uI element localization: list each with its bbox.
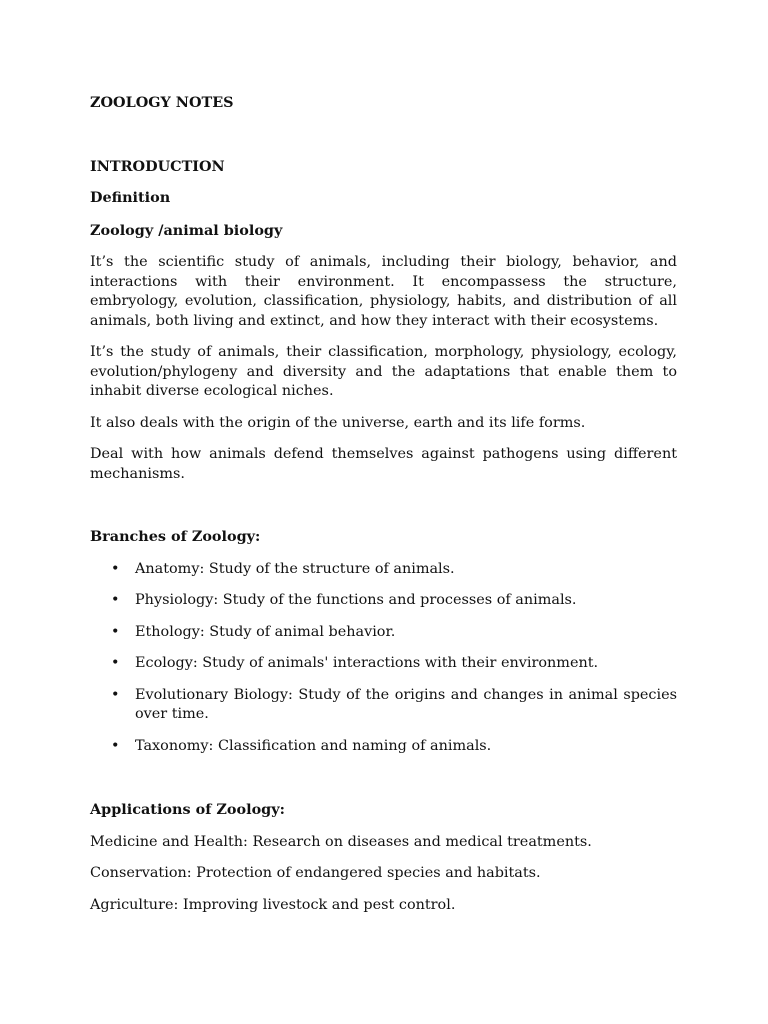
paragraph: It’s the study of animals, their classification, morphology, physiology, ecology, evolution/phylogeny and diversity and the adaptations that enable them to inhabit diverse ecological niches. bbox=[90, 344, 677, 399]
list-item-text: Ethology: Study of animal behavior. bbox=[135, 623, 396, 640]
document-body bbox=[90, 93, 677, 915]
list-item bbox=[90, 737, 677, 757]
bullet-icon: • bbox=[111, 737, 120, 754]
paragraph: Deal with how animals defend themselves against pathogens using different mechanisms. bbox=[90, 446, 677, 482]
list-item bbox=[90, 623, 677, 643]
branches-list bbox=[90, 560, 677, 757]
list-item bbox=[90, 560, 677, 580]
application-item: Agriculture: Improving livestock and pest control. bbox=[90, 896, 456, 913]
list-item-text: Anatomy: Study of the structure of animals. bbox=[135, 560, 455, 577]
list-item-text: Physiology: Study of the functions and processes of animals. bbox=[135, 592, 577, 608]
paragraph: It also deals with the origin of the universe, earth and its life forms. bbox=[90, 414, 586, 431]
list-item-text: Taxonomy: Classification and naming of animals. bbox=[135, 737, 492, 754]
application-item: Medicine and Health: Research on diseases and medical treatments. bbox=[90, 833, 592, 850]
application-item: Conservation: Protection of endangered species and habitats. bbox=[90, 865, 541, 881]
branches-heading: Branches of Zoology: bbox=[90, 528, 261, 545]
list-item bbox=[90, 686, 677, 725]
list-item-text: Ecology: Study of animals' interactions with their environment. bbox=[135, 655, 599, 671]
bullet-icon: • bbox=[111, 686, 120, 703]
bullet-icon: • bbox=[111, 560, 120, 577]
term-heading: Zoology /animal biology bbox=[90, 221, 283, 239]
bullet-icon: • bbox=[111, 623, 120, 640]
document-title: ZOOLOGY NOTES bbox=[90, 94, 234, 111]
paragraph: It’s the scientific study of animals, including their biology, behavior, and interactions with their environment. It encompassess the structure, embryology, evolution, classification, physiology, habits, and distribution of all animals, both living and extinct, and how they interact with their ecosystems. bbox=[90, 254, 677, 329]
bullet-icon: • bbox=[111, 592, 120, 608]
list-item bbox=[90, 591, 677, 611]
applications-heading: Applications of Zoology: bbox=[90, 801, 285, 818]
bullet-icon: • bbox=[111, 655, 120, 671]
list-item-text: Evolutionary Biology: Study of the origins and changes in animal species over time. bbox=[135, 686, 677, 722]
list-item bbox=[90, 654, 677, 674]
introduction-heading: INTRODUCTION bbox=[90, 157, 225, 175]
definition-heading: Definition bbox=[90, 189, 171, 206]
